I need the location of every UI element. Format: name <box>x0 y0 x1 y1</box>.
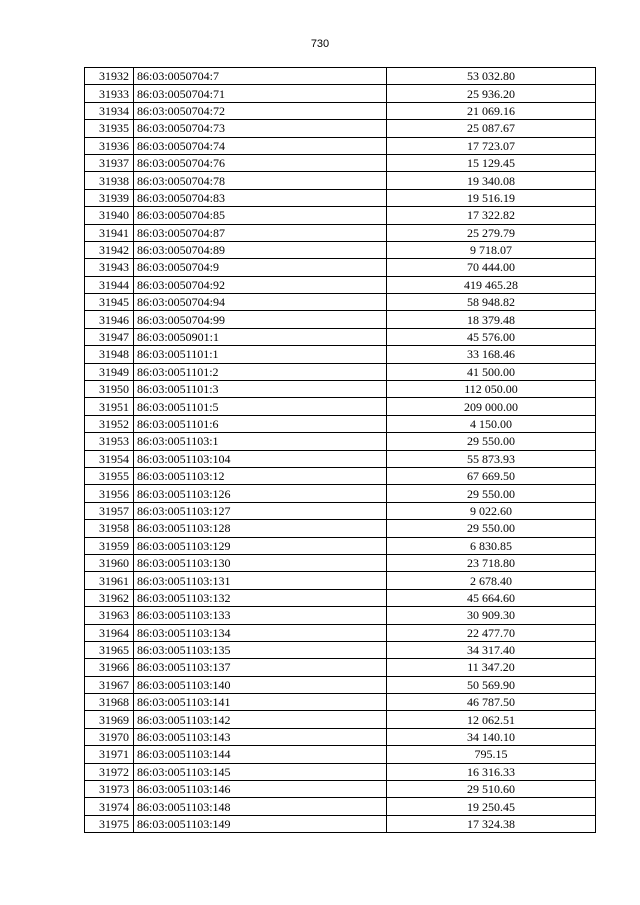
row-number-cell: 31974 <box>85 798 134 815</box>
value-cell: 23 718.80 <box>387 554 596 571</box>
cadastral-number-cell: 86:03:0051101:5 <box>134 398 387 415</box>
table-row <box>85 363 596 380</box>
row-number-cell: 31948 <box>85 346 134 363</box>
row-number-cell: 31971 <box>85 746 134 763</box>
value-cell: 22 477.70 <box>387 624 596 641</box>
table-row <box>85 311 596 328</box>
row-number-cell: 31969 <box>85 711 134 728</box>
value-cell: 41 500.00 <box>387 363 596 380</box>
value-cell: 12 062.51 <box>387 711 596 728</box>
row-number-cell: 31950 <box>85 381 134 398</box>
cadastral-number-cell: 86:03:0051103:146 <box>134 781 387 798</box>
row-number-cell: 31949 <box>85 363 134 380</box>
value-cell: 6 830.85 <box>387 537 596 554</box>
table-row <box>85 137 596 154</box>
value-cell: 67 669.50 <box>387 467 596 484</box>
table-row <box>85 85 596 102</box>
value-cell: 53 032.80 <box>387 68 596 85</box>
table-row <box>85 433 596 450</box>
row-number-cell: 31951 <box>85 398 134 415</box>
cadastral-number-cell: 86:03:0051103:133 <box>134 607 387 624</box>
value-cell: 2 678.40 <box>387 572 596 589</box>
table-row <box>85 676 596 693</box>
row-number-cell: 31941 <box>85 224 134 241</box>
cadastral-number-cell: 86:03:0051103:126 <box>134 485 387 502</box>
cadastral-number-cell: 86:03:0050704:71 <box>134 85 387 102</box>
table-row <box>85 746 596 763</box>
row-number-cell: 31967 <box>85 676 134 693</box>
cadastral-number-cell: 86:03:0050704:85 <box>134 207 387 224</box>
table-row <box>85 172 596 189</box>
cadastral-number-cell: 86:03:0051103:143 <box>134 728 387 745</box>
table-row <box>85 154 596 171</box>
cadastral-number-cell: 86:03:0051103:131 <box>134 572 387 589</box>
cadastral-number-cell: 86:03:0051103:129 <box>134 537 387 554</box>
table-row <box>85 224 596 241</box>
value-cell: 21 069.16 <box>387 102 596 119</box>
table-row <box>85 798 596 815</box>
row-number-cell: 31966 <box>85 659 134 676</box>
table-row <box>85 328 596 345</box>
cadastral-number-cell: 86:03:0051103:127 <box>134 502 387 519</box>
table-row <box>85 711 596 728</box>
value-cell: 50 569.90 <box>387 676 596 693</box>
row-number-cell: 31963 <box>85 607 134 624</box>
cadastral-number-cell: 86:03:0051103:140 <box>134 676 387 693</box>
row-number-cell: 31961 <box>85 572 134 589</box>
cadastral-number-cell: 86:03:0050704:76 <box>134 154 387 171</box>
value-cell: 19 250.45 <box>387 798 596 815</box>
table-row <box>85 694 596 711</box>
registry-table-body <box>85 68 596 833</box>
cadastral-number-cell: 86:03:0051103:142 <box>134 711 387 728</box>
table-row <box>85 381 596 398</box>
row-number-cell: 31975 <box>85 815 134 832</box>
cadastral-number-cell: 86:03:0050704:83 <box>134 189 387 206</box>
cadastral-number-cell: 86:03:0050901:1 <box>134 328 387 345</box>
row-number-cell: 31938 <box>85 172 134 189</box>
table-row <box>85 572 596 589</box>
value-cell: 45 576.00 <box>387 328 596 345</box>
row-number-cell: 31945 <box>85 294 134 311</box>
row-number-cell: 31944 <box>85 276 134 293</box>
cadastral-number-cell: 86:03:0050704:9 <box>134 259 387 276</box>
row-number-cell: 31960 <box>85 554 134 571</box>
value-cell: 17 324.38 <box>387 815 596 832</box>
row-number-cell: 31935 <box>85 120 134 137</box>
value-cell: 17 322.82 <box>387 207 596 224</box>
row-number-cell: 31932 <box>85 68 134 85</box>
row-number-cell: 31958 <box>85 520 134 537</box>
value-cell: 18 379.48 <box>387 311 596 328</box>
table-row <box>85 624 596 641</box>
table-row <box>85 102 596 119</box>
value-cell: 209 000.00 <box>387 398 596 415</box>
row-number-cell: 31968 <box>85 694 134 711</box>
row-number-cell: 31964 <box>85 624 134 641</box>
cadastral-number-cell: 86:03:0050704:89 <box>134 241 387 258</box>
table-row <box>85 189 596 206</box>
cadastral-number-cell: 86:03:0051103:1 <box>134 433 387 450</box>
row-number-cell: 31942 <box>85 241 134 258</box>
row-number-cell: 31946 <box>85 311 134 328</box>
table-row <box>85 398 596 415</box>
table-row <box>85 641 596 658</box>
cadastral-number-cell: 86:03:0051101:6 <box>134 415 387 432</box>
cadastral-number-cell: 86:03:0051103:137 <box>134 659 387 676</box>
value-cell: 58 948.82 <box>387 294 596 311</box>
value-cell: 29 550.00 <box>387 485 596 502</box>
cadastral-number-cell: 86:03:0050704:87 <box>134 224 387 241</box>
cadastral-number-cell: 86:03:0051103:149 <box>134 815 387 832</box>
table-row <box>85 294 596 311</box>
table-row <box>85 781 596 798</box>
table-row <box>85 554 596 571</box>
row-number-cell: 31939 <box>85 189 134 206</box>
table-row <box>85 520 596 537</box>
row-number-cell: 31955 <box>85 467 134 484</box>
row-number-cell: 31936 <box>85 137 134 154</box>
registry-table <box>84 67 596 833</box>
row-number-cell: 31957 <box>85 502 134 519</box>
value-cell: 4 150.00 <box>387 415 596 432</box>
value-cell: 45 664.60 <box>387 589 596 606</box>
row-number-cell: 31952 <box>85 415 134 432</box>
row-number-cell: 31970 <box>85 728 134 745</box>
cadastral-number-cell: 86:03:0051103:134 <box>134 624 387 641</box>
row-number-cell: 31943 <box>85 259 134 276</box>
cadastral-number-cell: 86:03:0050704:78 <box>134 172 387 189</box>
cadastral-number-cell: 86:03:0051103:132 <box>134 589 387 606</box>
cadastral-number-cell: 86:03:0050704:92 <box>134 276 387 293</box>
value-cell: 17 723.07 <box>387 137 596 154</box>
value-cell: 112 050.00 <box>387 381 596 398</box>
table-row <box>85 728 596 745</box>
table-row <box>85 467 596 484</box>
row-number-cell: 31965 <box>85 641 134 658</box>
cadastral-number-cell: 86:03:0051103:104 <box>134 450 387 467</box>
row-number-cell: 31954 <box>85 450 134 467</box>
value-cell: 33 168.46 <box>387 346 596 363</box>
table-row <box>85 276 596 293</box>
table-row <box>85 502 596 519</box>
cadastral-number-cell: 86:03:0050704:94 <box>134 294 387 311</box>
table-row <box>85 659 596 676</box>
value-cell: 419 465.28 <box>387 276 596 293</box>
row-number-cell: 31953 <box>85 433 134 450</box>
value-cell: 25 087.67 <box>387 120 596 137</box>
table-row <box>85 207 596 224</box>
cadastral-number-cell: 86:03:0051101:2 <box>134 363 387 380</box>
value-cell: 795.15 <box>387 746 596 763</box>
value-cell: 30 909.30 <box>387 607 596 624</box>
cadastral-number-cell: 86:03:0051101:1 <box>134 346 387 363</box>
value-cell: 34 317.40 <box>387 641 596 658</box>
value-cell: 16 316.33 <box>387 763 596 780</box>
table-row <box>85 120 596 137</box>
cadastral-number-cell: 86:03:0051103:141 <box>134 694 387 711</box>
value-cell: 11 347.20 <box>387 659 596 676</box>
cadastral-number-cell: 86:03:0050704:73 <box>134 120 387 137</box>
value-cell: 9 022.60 <box>387 502 596 519</box>
table-row <box>85 763 596 780</box>
cadastral-number-cell: 86:03:0050704:99 <box>134 311 387 328</box>
table-row <box>85 241 596 258</box>
value-cell: 19 340.08 <box>387 172 596 189</box>
cadastral-number-cell: 86:03:0051103:12 <box>134 467 387 484</box>
cadastral-number-cell: 86:03:0051103:144 <box>134 746 387 763</box>
value-cell: 29 550.00 <box>387 433 596 450</box>
table-row <box>85 415 596 432</box>
table-row <box>85 485 596 502</box>
row-number-cell: 31934 <box>85 102 134 119</box>
row-number-cell: 31972 <box>85 763 134 780</box>
row-number-cell: 31947 <box>85 328 134 345</box>
page-number: 730 <box>310 38 330 50</box>
cadastral-number-cell: 86:03:0051103:128 <box>134 520 387 537</box>
table-row <box>85 346 596 363</box>
value-cell: 25 279.79 <box>387 224 596 241</box>
table-row <box>85 589 596 606</box>
row-number-cell: 31959 <box>85 537 134 554</box>
cadastral-number-cell: 86:03:0050704:74 <box>134 137 387 154</box>
value-cell: 29 510.60 <box>387 781 596 798</box>
table-row <box>85 259 596 276</box>
cadastral-number-cell: 86:03:0050704:7 <box>134 68 387 85</box>
table-row <box>85 537 596 554</box>
cadastral-number-cell: 86:03:0051103:148 <box>134 798 387 815</box>
value-cell: 19 516.19 <box>387 189 596 206</box>
table-row <box>85 607 596 624</box>
row-number-cell: 31973 <box>85 781 134 798</box>
value-cell: 70 444.00 <box>387 259 596 276</box>
value-cell: 15 129.45 <box>387 154 596 171</box>
value-cell: 25 936.20 <box>387 85 596 102</box>
cadastral-number-cell: 86:03:0051103:145 <box>134 763 387 780</box>
value-cell: 34 140.10 <box>387 728 596 745</box>
row-number-cell: 31962 <box>85 589 134 606</box>
row-number-cell: 31956 <box>85 485 134 502</box>
value-cell: 55 873.93 <box>387 450 596 467</box>
row-number-cell: 31937 <box>85 154 134 171</box>
value-cell: 29 550.00 <box>387 520 596 537</box>
cadastral-number-cell: 86:03:0051103:135 <box>134 641 387 658</box>
row-number-cell: 31933 <box>85 85 134 102</box>
value-cell: 9 718.07 <box>387 241 596 258</box>
cadastral-number-cell: 86:03:0051103:130 <box>134 554 387 571</box>
table-row <box>85 68 596 85</box>
table-row <box>85 450 596 467</box>
cadastral-number-cell: 86:03:0050704:72 <box>134 102 387 119</box>
table-row <box>85 815 596 832</box>
cadastral-number-cell: 86:03:0051101:3 <box>134 381 387 398</box>
value-cell: 46 787.50 <box>387 694 596 711</box>
row-number-cell: 31940 <box>85 207 134 224</box>
